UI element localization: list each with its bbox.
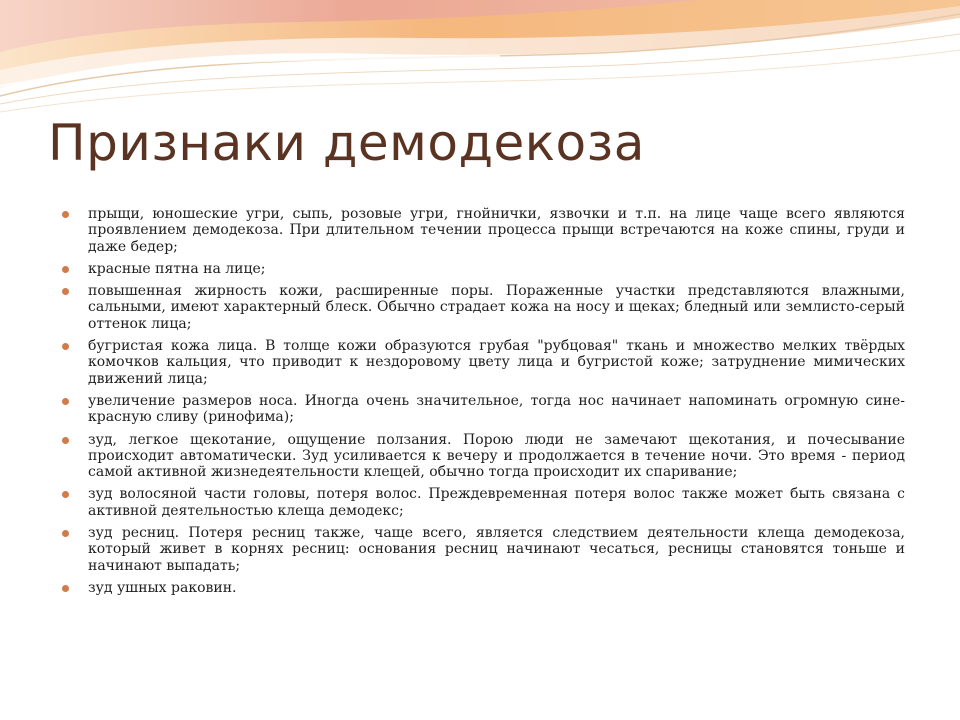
list-item-text: зуд ушных раковин. [88,579,237,596]
list-item-text: красные пятна на лице; [88,260,266,277]
bullet-dot-icon [62,585,69,592]
bullet-dot-icon [62,288,69,295]
list-item [62,338,905,387]
slide-title: Признаки демодекоза [48,114,645,172]
bullet-dot-icon [62,437,69,444]
list-item-text: бугристая кожа лица. В толще кожи образуются грубая "рубцовая" ткань и множество мелких твёрдых комочков кальция, что приводит к нездоровому цвету лица и бугристой коже; затруднение мимических движений лица; [88,338,905,387]
list-item [62,206,905,255]
list-item [62,525,905,574]
list-item-text: зуд ресниц. Потеря ресниц также, чаще всего, является следствием деятельности клеща демодекоза, который живет в корнях ресниц: основания ресниц начинают чесаться, ресницы становятся тоньше и начинают выпадать; [88,525,905,574]
list-item [62,283,905,332]
bottom-right-panel [752,644,960,720]
list-item [62,432,905,481]
list-item [62,580,905,596]
symptom-list [62,206,905,602]
header-swoosh-decoration [0,0,960,125]
bullet-dot-icon [62,491,69,498]
list-item [62,261,905,277]
bullet-dot-icon [62,530,69,537]
bullet-dot-icon [62,343,69,350]
list-item-text: увеличение размеров носа. Иногда очень значительное, тогда нос начинает напоминать огромную сине-красную сливу (ринофима); [88,392,905,426]
list-item-text: зуд волосяной части головы, потеря волос. Преждевременная потеря волос также может быть связана с активной деятельностью клеща демодекс; [88,486,905,519]
list-item [62,393,905,426]
list-item-text: повышенная жирность кожи, расширенные поры. Пораженные участки представляются влажными, сальными, имеют характерный блеск. Обычно страдает кожа на носу и щеках; бледный или землисто-серый оттенок лица; [88,283,905,332]
bullet-dot-icon [62,211,69,218]
list-item [62,486,905,519]
list-item-text: зуд, легкое щекотание, ощущение ползания. Порою люди не замечают щекотания, и почесывание происходит автоматически. Зуд усиливается к вечеру и продолжается в течение ночи. Это время - период самой активной жизнедеятельности клещей, обычно тогда происходит их спаривание; [88,431,905,481]
bullet-dot-icon [62,398,69,405]
bullet-dot-icon [62,266,69,273]
list-item-text: прыщи, юношеские угри, сыпь, розовые угри, гнойнички, язвочки и т.п. на лице чаще всего являются проявлением демодекоза. При длительном течении процесса прыщи встречаются на коже спины, груди и даже бедер; [88,206,905,255]
